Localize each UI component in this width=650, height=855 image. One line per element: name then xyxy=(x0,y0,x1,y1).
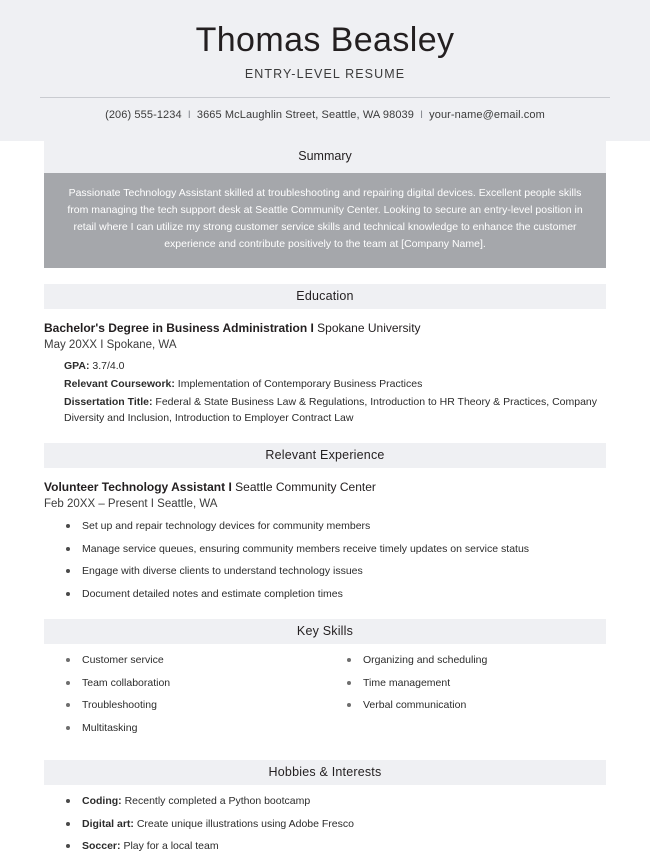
list-item: Team collaboration xyxy=(62,676,325,692)
list-item: Troubleshooting xyxy=(62,698,325,714)
section-title-hobbies: Hobbies & Interests xyxy=(44,760,606,785)
education-detail-gpa xyxy=(64,359,606,375)
experience-date-location: Feb 20XX – Present I Seattle, WA xyxy=(44,497,218,510)
list-item: Set up and repair technology devices for community members xyxy=(62,519,606,535)
education-entry xyxy=(44,320,606,427)
education-detail-coursework-value: Implementation of Contemporary Business Practices xyxy=(177,377,423,390)
list-item: Multitasking xyxy=(62,721,325,737)
hobby-value: Create unique illustrations using Adobe Fresco xyxy=(136,817,354,830)
summary-text: Passionate Technology Assistant skilled at troubleshooting and repairing digital devices. Excellent people skills from managing the tech support desk at Seattle Community Center. Looking to secure an entry-level position in retail where I can utilize my strong customer service skills and technical knowledge to enhance the customer experience and contribute positively to the team at [Company Name]. xyxy=(67,186,583,250)
hobby-value: Play for a local team xyxy=(123,840,219,853)
contact-phone: (206) 555-1234 xyxy=(105,109,182,122)
education-detail-gpa-value: 3.7/4.0 xyxy=(92,359,125,372)
list-item: Verbal communication xyxy=(343,698,606,714)
list-item: Document detailed notes and estimate completion times xyxy=(62,587,606,603)
education-detail-dissertation-label: Dissertation Title: xyxy=(64,395,153,408)
education-date-location: May 20XX I Spokane, WA xyxy=(44,338,177,351)
education-headline xyxy=(44,320,606,336)
hobbies-list xyxy=(44,794,606,855)
list-item: Engage with diverse clients to understand technology issues xyxy=(62,564,606,580)
skills-column-left xyxy=(44,653,325,744)
list-item: Time management xyxy=(343,676,606,692)
resume-body xyxy=(0,141,650,855)
header-divider xyxy=(40,97,610,98)
section-title-skills: Key Skills xyxy=(44,619,606,644)
list-item xyxy=(62,794,606,810)
hobby-label: Coding: xyxy=(82,794,122,807)
education-detail-coursework-label: Relevant Coursework: xyxy=(64,377,175,390)
education-degree: Bachelor's Degree in Business Administration I xyxy=(44,320,314,335)
section-title-education: Education xyxy=(44,284,606,309)
list-item: Manage service queues, ensuring community members receive timely updates on service status xyxy=(62,542,606,558)
experience-entry xyxy=(44,479,606,603)
contact-line xyxy=(14,109,636,121)
resume-header xyxy=(0,0,650,141)
skills-column-right xyxy=(325,653,606,744)
education-detail-gpa-label: GPA: xyxy=(64,359,90,372)
education-detail-dissertation-value: Federal & State Business Law & Regulations, Introduction to HR Theory & Practices, Company Diversity and Inclusion, Introduction to Employer Contract Law xyxy=(64,395,598,424)
experience-bullets xyxy=(44,519,606,603)
contact-email: your-name@email.com xyxy=(429,109,545,122)
hobby-label: Digital art: xyxy=(82,817,134,830)
education-details xyxy=(44,359,606,427)
experience-headline xyxy=(44,479,606,495)
contact-separator-1: I xyxy=(187,109,191,122)
skills-grid xyxy=(44,653,606,744)
section-title-experience: Relevant Experience xyxy=(44,443,606,468)
education-school: Spokane University xyxy=(317,320,421,335)
summary-section xyxy=(44,141,606,267)
contact-address: 3665 McLaughlin Street, Seattle, WA 98039 xyxy=(196,109,414,122)
list-item: Customer service xyxy=(62,653,325,669)
education-detail-dissertation xyxy=(64,395,606,427)
experience-job-title: Volunteer Technology Assistant I xyxy=(44,479,232,494)
list-item: Organizing and scheduling xyxy=(343,653,606,669)
list-item xyxy=(62,817,606,833)
experience-employer: Seattle Community Center xyxy=(235,479,376,494)
education-detail-coursework xyxy=(64,377,606,393)
list-item xyxy=(62,839,606,855)
contact-separator-2: I xyxy=(419,109,424,122)
resume-subtitle: ENTRY-LEVEL RESUME xyxy=(244,67,406,82)
section-title-summary: Summary xyxy=(44,141,606,172)
candidate-name: Thomas Beasley xyxy=(195,21,455,59)
hobby-label: Soccer: xyxy=(82,840,121,853)
hobby-value: Recently completed a Python bootcamp xyxy=(124,794,311,807)
